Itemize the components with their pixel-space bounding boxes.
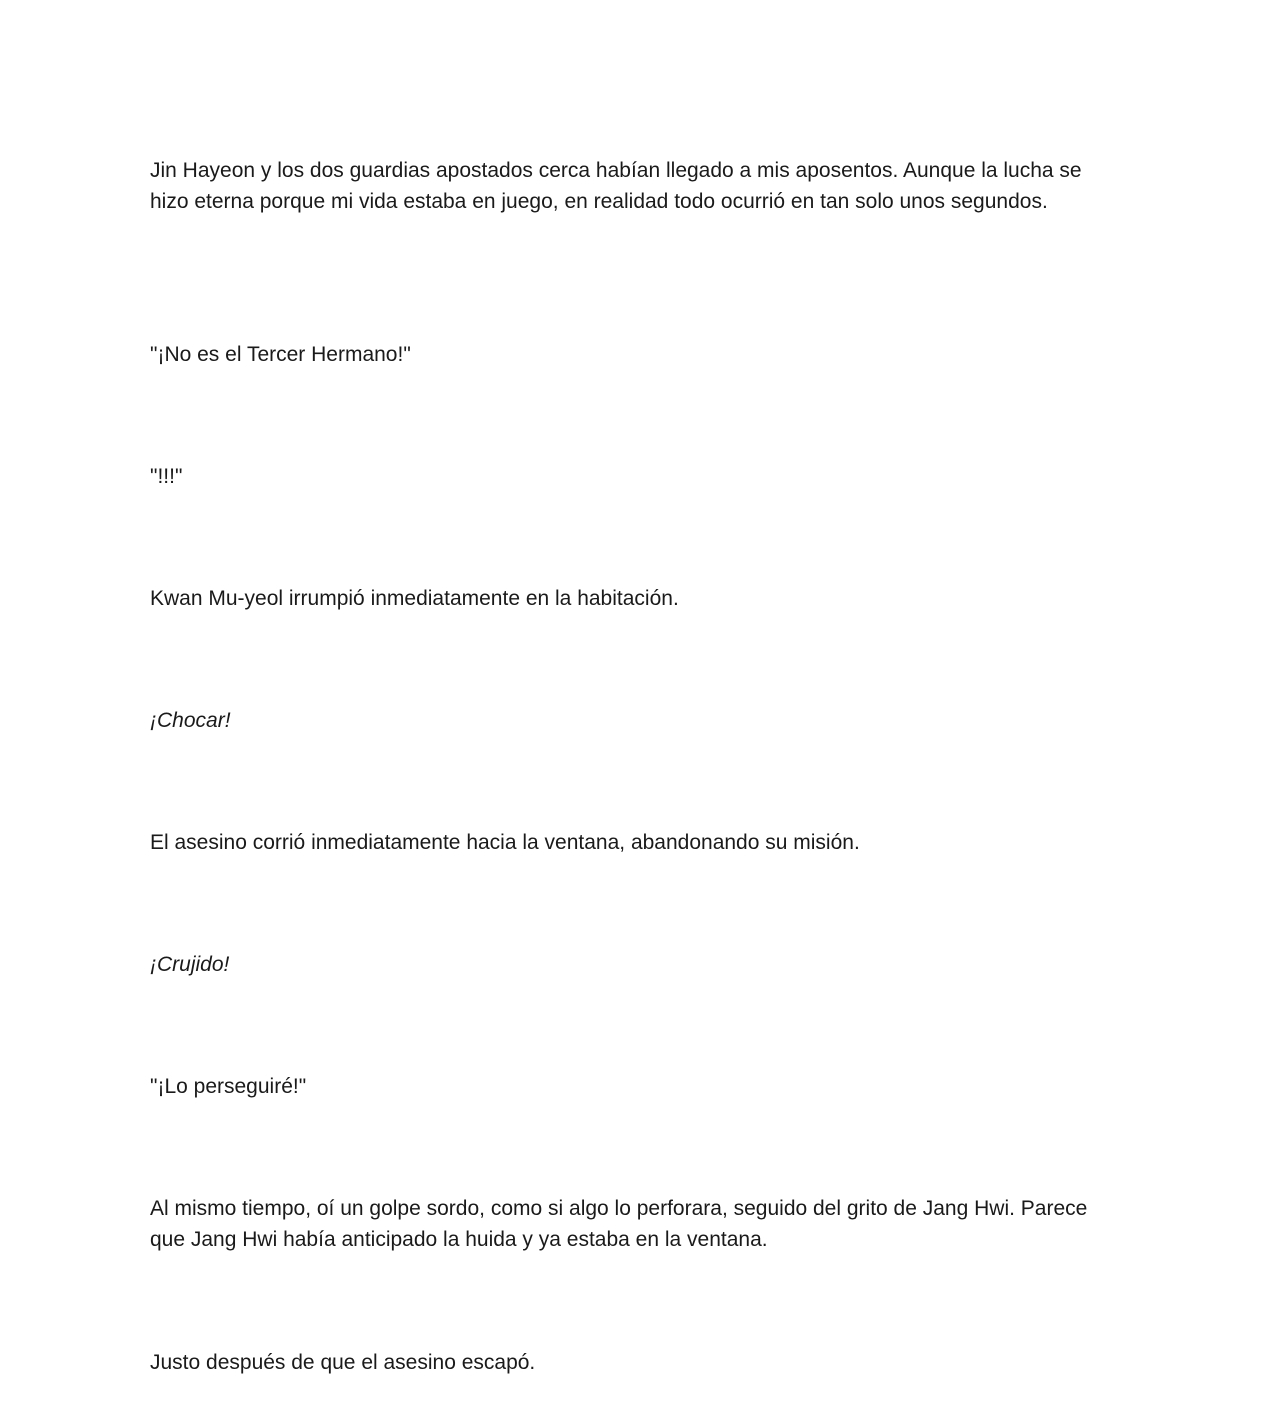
paragraph-assassin-window: El asesino corrió inmediatamente hacia la ventana, abandonando su misión. bbox=[150, 831, 860, 854]
paragraph-kwan-burst-in: Kwan Mu-yeol irrumpió inmediatamente en la habitación. bbox=[150, 587, 679, 610]
dialogue-not-third-brother: "¡No es el Tercer Hermano!" bbox=[150, 343, 411, 366]
sound-effect-creak: ¡Crujido! bbox=[150, 953, 230, 976]
dialogue-exclamation: "!!!" bbox=[150, 465, 183, 488]
paragraph-jang-hwi: Al mismo tiempo, oí un golpe sordo, como si algo lo perforara, seguido del grito de Jang Hwi. Parece que Jang Hwi había anticipado la huida y ya estaba en la ventana. bbox=[150, 1197, 1088, 1251]
paragraph-arrival: Jin Hayeon y los dos guardias apostados cerca habían llegado a mis aposentos. Aunque la lucha se hizo eterna porque mi vida estaba en juego, en realidad todo ocurrió en tan solo unos segundos. bbox=[150, 159, 1082, 213]
paragraph-escape: Justo después de que el asesino escapó. bbox=[150, 1351, 536, 1374]
dialogue-pursue: "¡Lo perseguiré!" bbox=[150, 1075, 307, 1098]
sound-effect-crash: ¡Chocar! bbox=[150, 709, 231, 732]
